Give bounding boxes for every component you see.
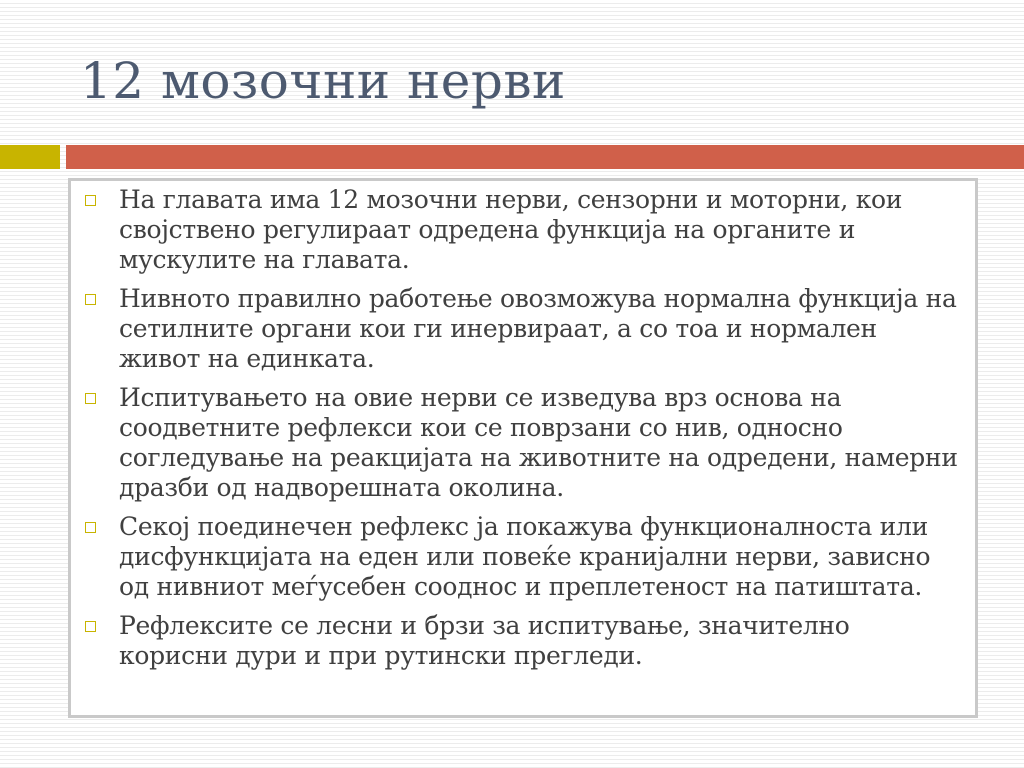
list-item xyxy=(85,611,963,671)
bullet-text: Нивното правилно работење овозможува нормална функција на сетилните органи кои ги инервираат, а со тоа и нормален живот на единката. xyxy=(119,284,957,373)
bullet-text: Секој поединечен рефлекс ја покажува функционалноста или дисфункцијата на еден или повеќе кранијални нерви, зависно од нивниот меѓусебен сооднос и преплетеност на патиштата. xyxy=(119,512,931,601)
title-divider-bar xyxy=(66,145,1024,169)
hollow-square-bullet-icon xyxy=(85,195,96,206)
slide-title: 12 мозочни нерви xyxy=(80,52,566,110)
hollow-square-bullet-icon xyxy=(85,393,96,404)
bullet-list xyxy=(85,185,963,671)
content-box xyxy=(68,178,978,718)
accent-bar xyxy=(0,145,60,169)
bullet-text: На главата има 12 мозочни нерви, сензорни и моторни, кои својствено регулираат одредена функција на органите и мускулите на главата. xyxy=(119,185,903,274)
list-item xyxy=(85,284,963,374)
list-item xyxy=(85,383,963,503)
bullet-text: Рефлексите се лесни и брзи за испитување, значително корисни дури и при рутински прегледи. xyxy=(119,611,850,670)
hollow-square-bullet-icon xyxy=(85,522,96,533)
hollow-square-bullet-icon xyxy=(85,294,96,305)
bullet-text: Испитувањето на овие нерви се изведува врз основа на соодветните рефлекси кои се поврзани со нив, односно согледување на реакцијата на животните на одредени, намерни дразби од надворешната околина. xyxy=(119,383,958,502)
list-item xyxy=(85,185,963,275)
list-item xyxy=(85,512,963,602)
hollow-square-bullet-icon xyxy=(85,621,96,632)
